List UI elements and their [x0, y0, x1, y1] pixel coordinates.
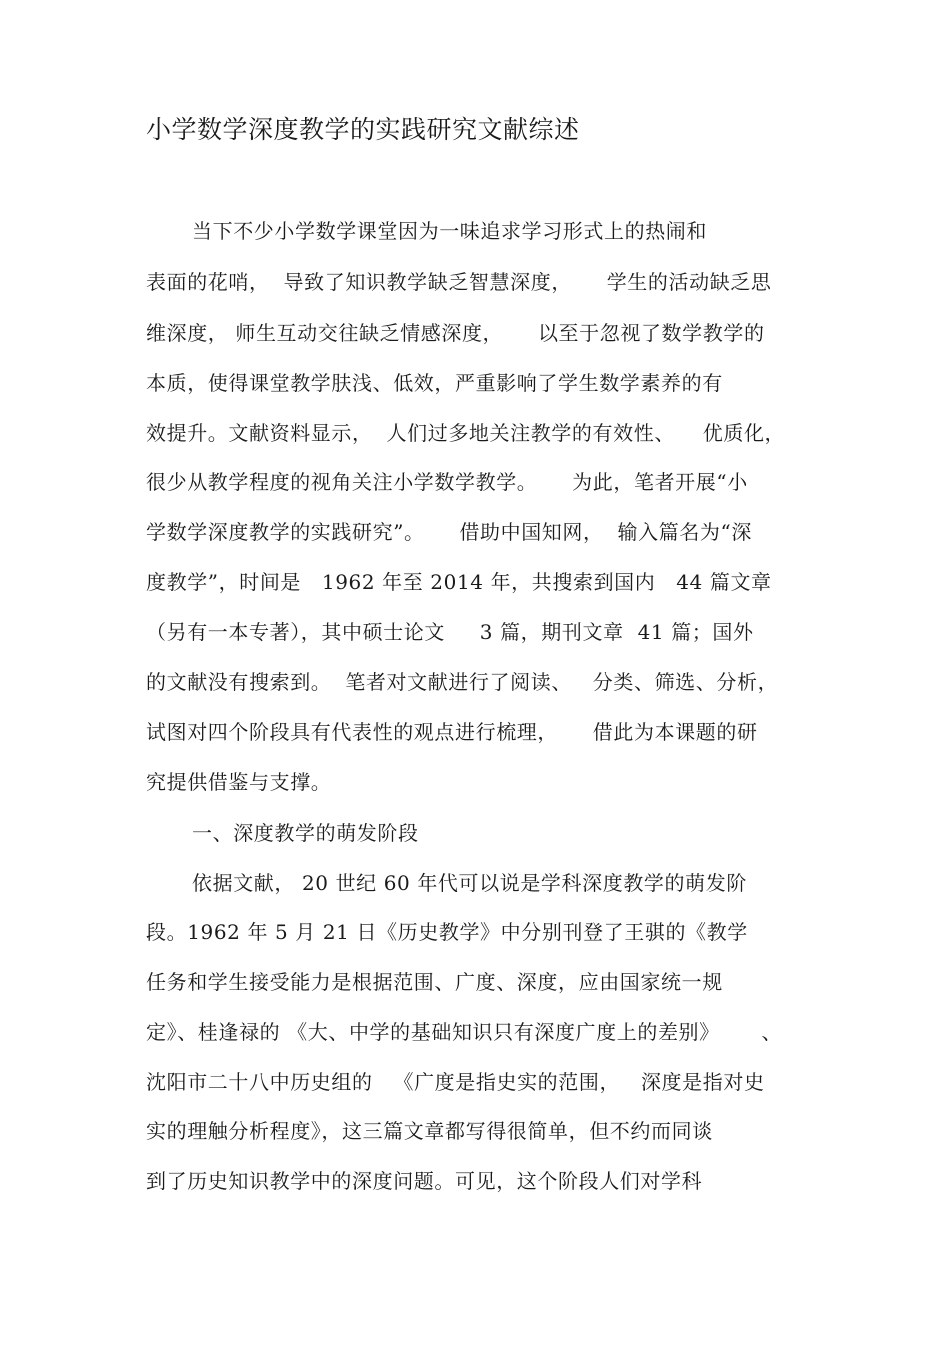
paragraph-1-line-9: （另有一本专著），其中硕士论文 3 篇，期刊文章 41 篇；国外 — [146, 620, 754, 644]
section-1-heading: 一、深度教学的萌发阶段 — [192, 821, 419, 845]
paragraph-1-line-10: 的文献没有搜索到。 笔者对文献进行了阅读、 分类、筛选、分析， — [146, 670, 779, 694]
paragraph-1-line-8: 度教学”，时间是 1962 年至 2014 年，共搜索到国内 44 篇文章 — [146, 570, 772, 594]
paragraph-1-line-2: 表面的花哨， 导致了知识教学缺乏智慧深度， 学生的活动缺乏思 — [146, 270, 772, 294]
paragraph-1-line-7: 学数学深度教学的实践研究”。 借助中国知网， 输入篇名为“深 — [146, 520, 752, 544]
paragraph-2-line-4: 定》、桂逢禄的 《大、中学的基础知识只有深度广度上的差别》 、 — [146, 1020, 783, 1044]
paragraph-2-line-3: 任务和学生接受能力是根据范围、广度、深度，应由国家统一规 — [146, 970, 723, 994]
paragraph-2-line-5: 沈阳市二十八中历史组的 《广度是指史实的范围， 深度是指对史 — [146, 1070, 765, 1094]
paragraph-1-line-12: 究提供借鉴与支撑。 — [146, 770, 332, 794]
paragraph-2-line-7: 到了历史知识教学中的深度问题。可见，这个阶段人们对学科 — [146, 1169, 703, 1193]
document-title: 小学数学深度教学的实践研究文献综述 — [146, 115, 580, 144]
paragraph-2-line-2: 段。1962 年 5 月 21 日《历史教学》中分别刊登了王骐的《教学 — [146, 920, 748, 944]
paragraph-1-line-3: 维深度， 师生互动交往缺乏情感深度， 以至于忽视了数学教学的 — [146, 321, 765, 345]
paragraph-1-line-6: 很少从教学程度的视角关注小学数学教学。 为此，笔者开展“小 — [146, 470, 748, 494]
paragraph-1-line-5: 效提升。文献资料显示， 人们过多地关注教学的有效性、 优质化， — [146, 421, 786, 445]
paragraph-2-line-1: 依据文献， 20 世纪 60 年代可以说是学科深度教学的萌发阶 — [192, 871, 747, 895]
paragraph-1-line-4: 本质，使得课堂教学肤浅、低效，严重影响了学生数学素养的有 — [146, 371, 723, 395]
paragraph-2-line-6: 实的理触分析程度》，这三篇文章都写得很简单，但不约而同谈 — [146, 1119, 713, 1143]
paragraph-1-line-1: 当下不少小学数学课堂因为一味追求学习形式上的热闹和 — [192, 219, 707, 243]
paragraph-1-line-11: 试图对四个阶段具有代表性的观点进行梳理， 借此为本课题的研 — [146, 720, 758, 744]
